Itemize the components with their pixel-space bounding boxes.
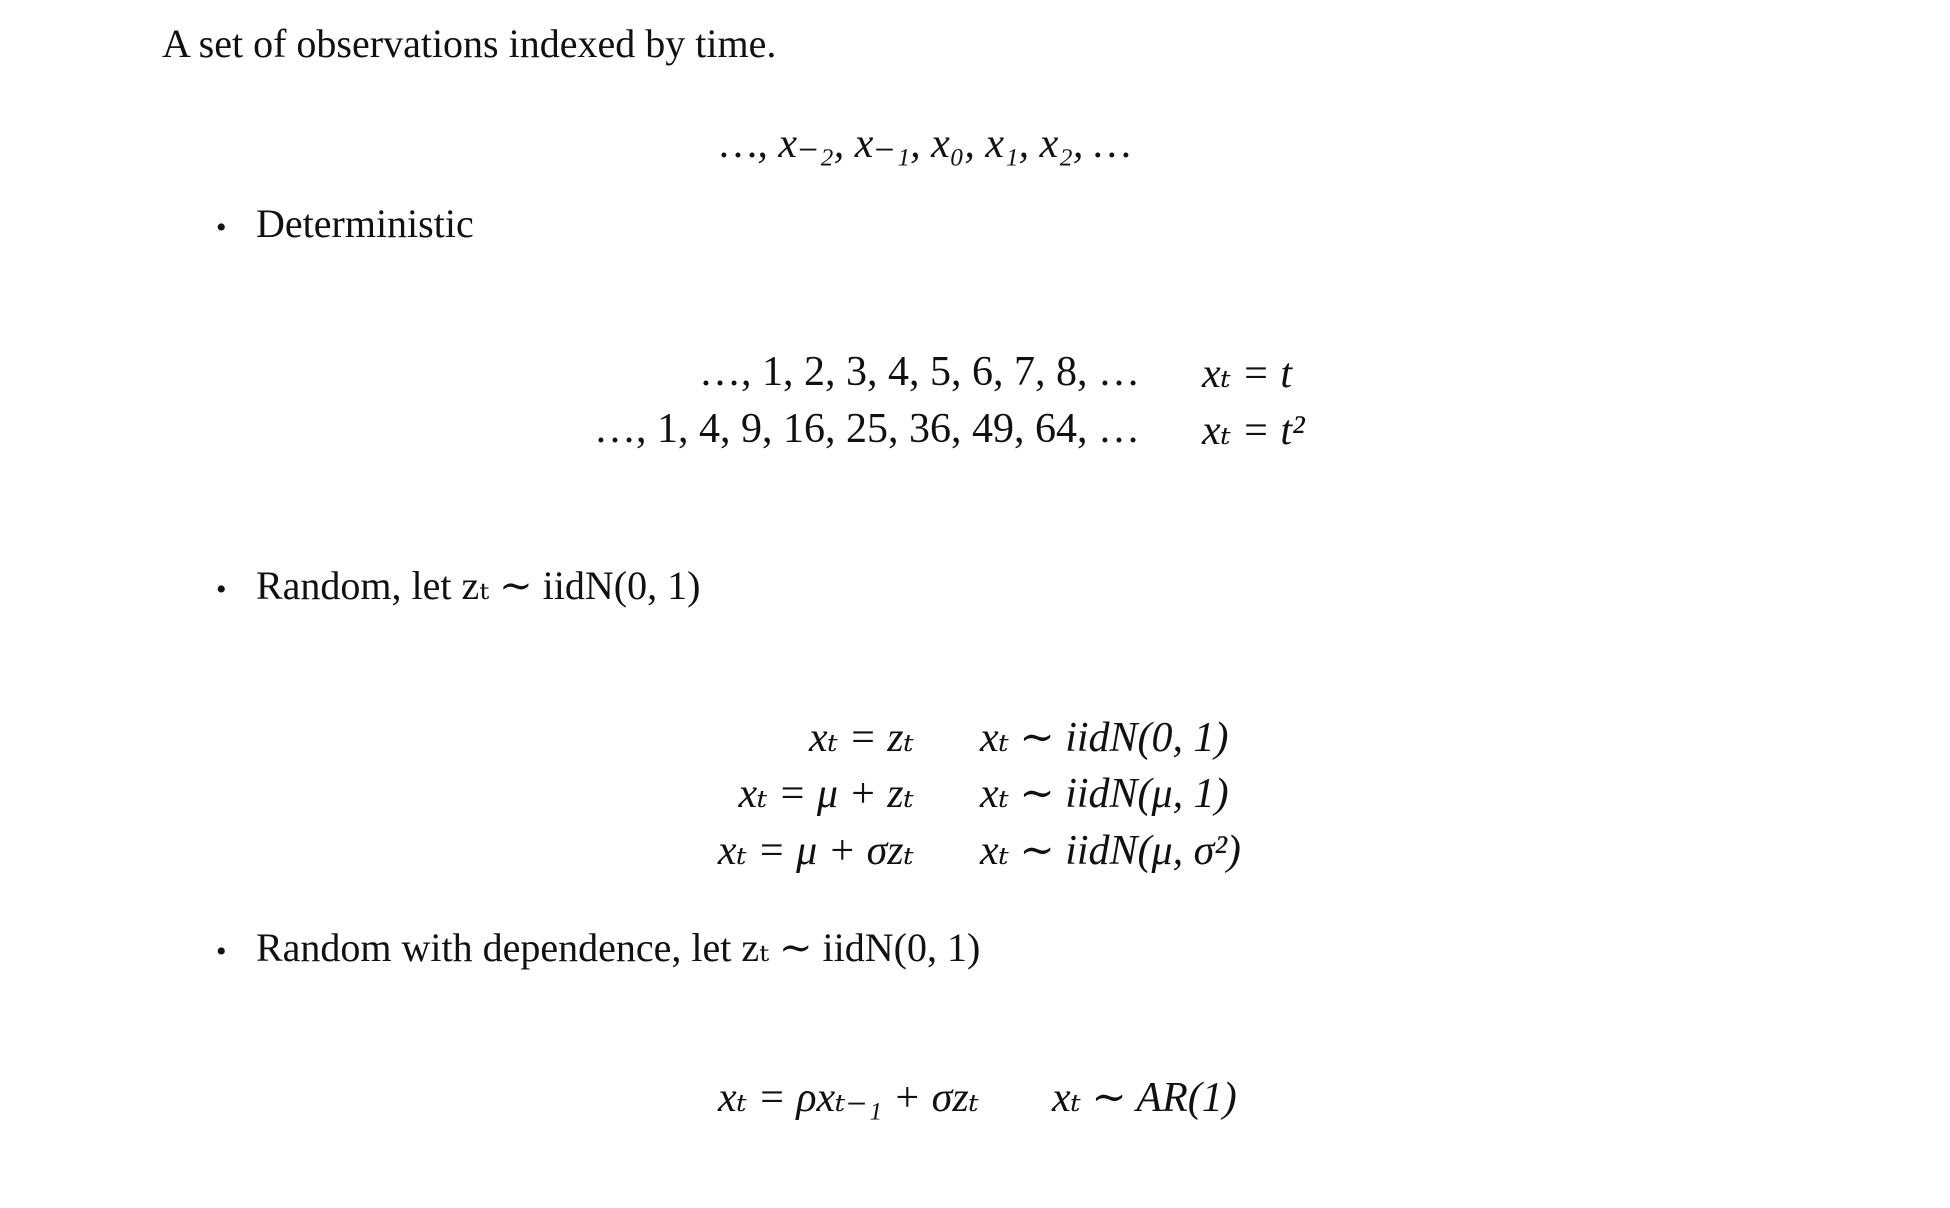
ar1-distribution: xₜ ∼ AR(1) bbox=[1052, 1075, 1237, 1121]
deterministic-formula-linear: xₜ = t bbox=[1202, 351, 1293, 397]
intro-text: A set of observations indexed by time. bbox=[162, 21, 777, 66]
dependence-heading: Random with dependence, let zₜ ∼ iidN(0, 1) bbox=[256, 925, 981, 970]
deterministic-formula-square: xₜ = t² bbox=[1202, 408, 1305, 454]
random-distribution-1: xₜ ∼ iidN(0, 1) bbox=[980, 715, 1229, 761]
random-distribution-2: xₜ ∼ iidN(μ, 1) bbox=[980, 771, 1229, 817]
time-series-sequence: …, x₋₂, x₋₁, x₀, x₁, x₂, … bbox=[720, 121, 1132, 167]
random-equation-1: xₜ = zₜ bbox=[808, 715, 914, 761]
ar1-equation: xₜ = ρxₜ₋₁ + σzₜ bbox=[718, 1075, 980, 1121]
random-distribution-3: xₜ ∼ iidN(μ, σ²) bbox=[980, 828, 1241, 874]
deterministic-heading: Deterministic bbox=[256, 201, 474, 246]
bullet-dependence: • bbox=[216, 935, 227, 968]
bullet-deterministic: • bbox=[216, 211, 227, 244]
deterministic-sequence-square: …, 1, 4, 9, 16, 25, 36, 49, 64, … bbox=[594, 406, 1140, 452]
random-equation-3: xₜ = μ + σzₜ bbox=[717, 828, 914, 874]
random-heading: Random, let zₜ ∼ iidN(0, 1) bbox=[256, 563, 701, 608]
bullet-random: • bbox=[216, 573, 227, 606]
random-equation-2: xₜ = μ + zₜ bbox=[738, 771, 914, 817]
deterministic-sequence-linear: …, 1, 2, 3, 4, 5, 6, 7, 8, … bbox=[699, 349, 1140, 395]
